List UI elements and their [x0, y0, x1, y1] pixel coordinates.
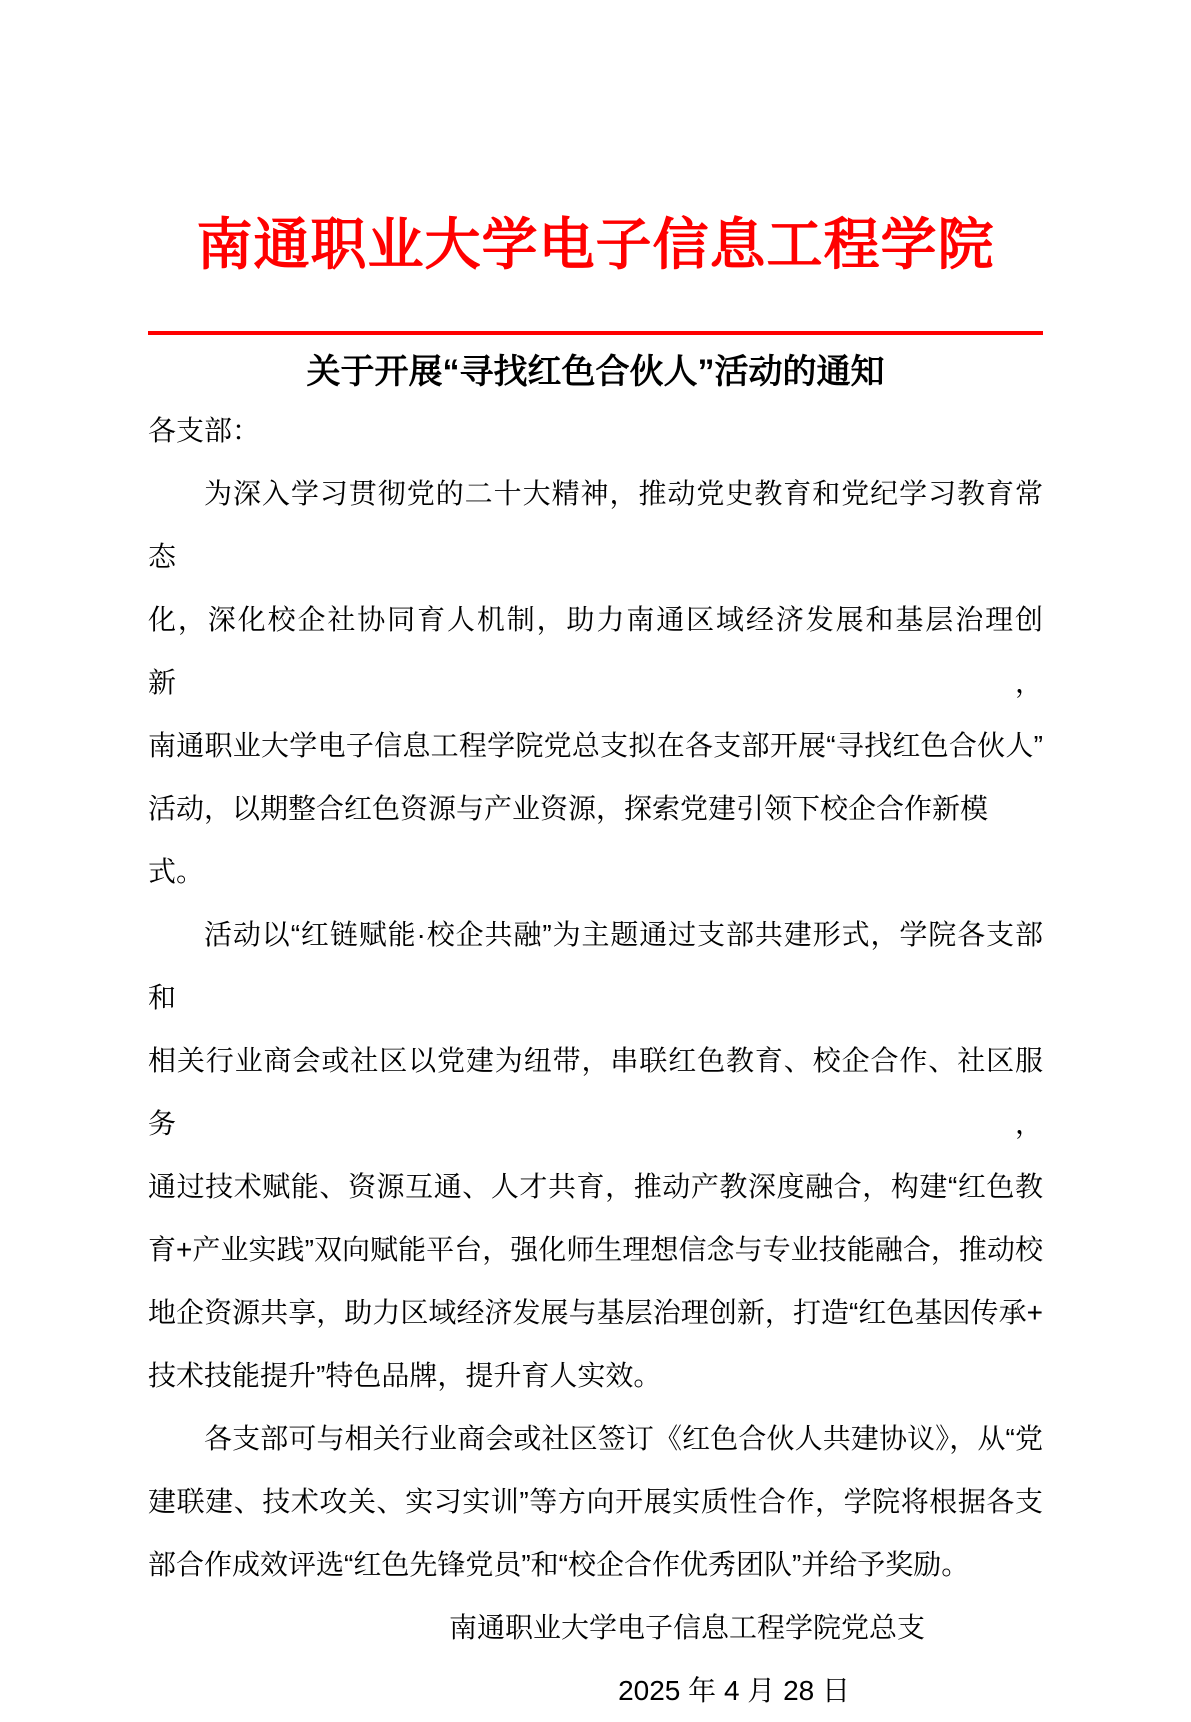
body-line: 育+产业实践”双向赋能平台，强化师生理想信念与专业技能融合，推动校 [148, 1234, 1043, 1265]
signature-organization: 南通职业大学电子信息工程学院党总支 [448, 1612, 925, 1643]
notice-title: 关于开展“寻找红色合伙人”活动的通知 [306, 353, 885, 391]
document-content [148, 0, 1043, 1722]
body-line: 建联建、技术攻关、实习实训”等方向开展实质性合作，学院将根据各支 [148, 1486, 1043, 1517]
body-line: 为深入学习贯彻党的二十大精神，推动党史教育和党纪学习教育常态 [148, 478, 1043, 572]
body-line: 活动以“红链赋能·校企共融”为主题通过支部共建形式，学院各支部和 [148, 919, 1043, 1013]
body-line: 相关行业商会或社区以党建为纽带，串联红色教育、校企合作、社区服务， [148, 1045, 1043, 1139]
body-line: 地企资源共享，助力区域经济发展与基层治理创新，打造“红色基因传承+ [148, 1297, 1043, 1328]
letterhead-divider [148, 331, 1043, 335]
body-paragraphs [148, 462, 1043, 1596]
notice-body [148, 399, 1043, 1596]
salutation: 各支部： [148, 415, 261, 446]
letterhead-title: 南通职业大学电子信息工程学院 [196, 213, 995, 276]
body-line: 通过技术赋能、资源互通、人才共育，推动产教深度融合，构建“红色教 [148, 1171, 1043, 1202]
body-line: 化，深化校企社协同育人机制，助力南通区域经济发展和基层治理创新， [148, 604, 1043, 698]
body-line: 活动，以期整合红色资源与产业资源，探索党建引领下校企合作新模式。 [148, 793, 989, 887]
body-line: 南通职业大学电子信息工程学院党总支拟在各支部开展“寻找红色合伙人” [148, 730, 1043, 761]
body-line: 部合作成效评选“红色先锋党员”和“校企合作优秀团队”并给予奖励。 [148, 1549, 970, 1580]
body-line: 技术技能提升”特色品牌，提升育人实效。 [148, 1360, 662, 1391]
signature-date: 2025 年 4 月 28 日 [618, 1675, 850, 1706]
body-line: 各支部可与相关行业商会或社区签订《红色合伙人共建协议》，从“党 [204, 1423, 1043, 1454]
